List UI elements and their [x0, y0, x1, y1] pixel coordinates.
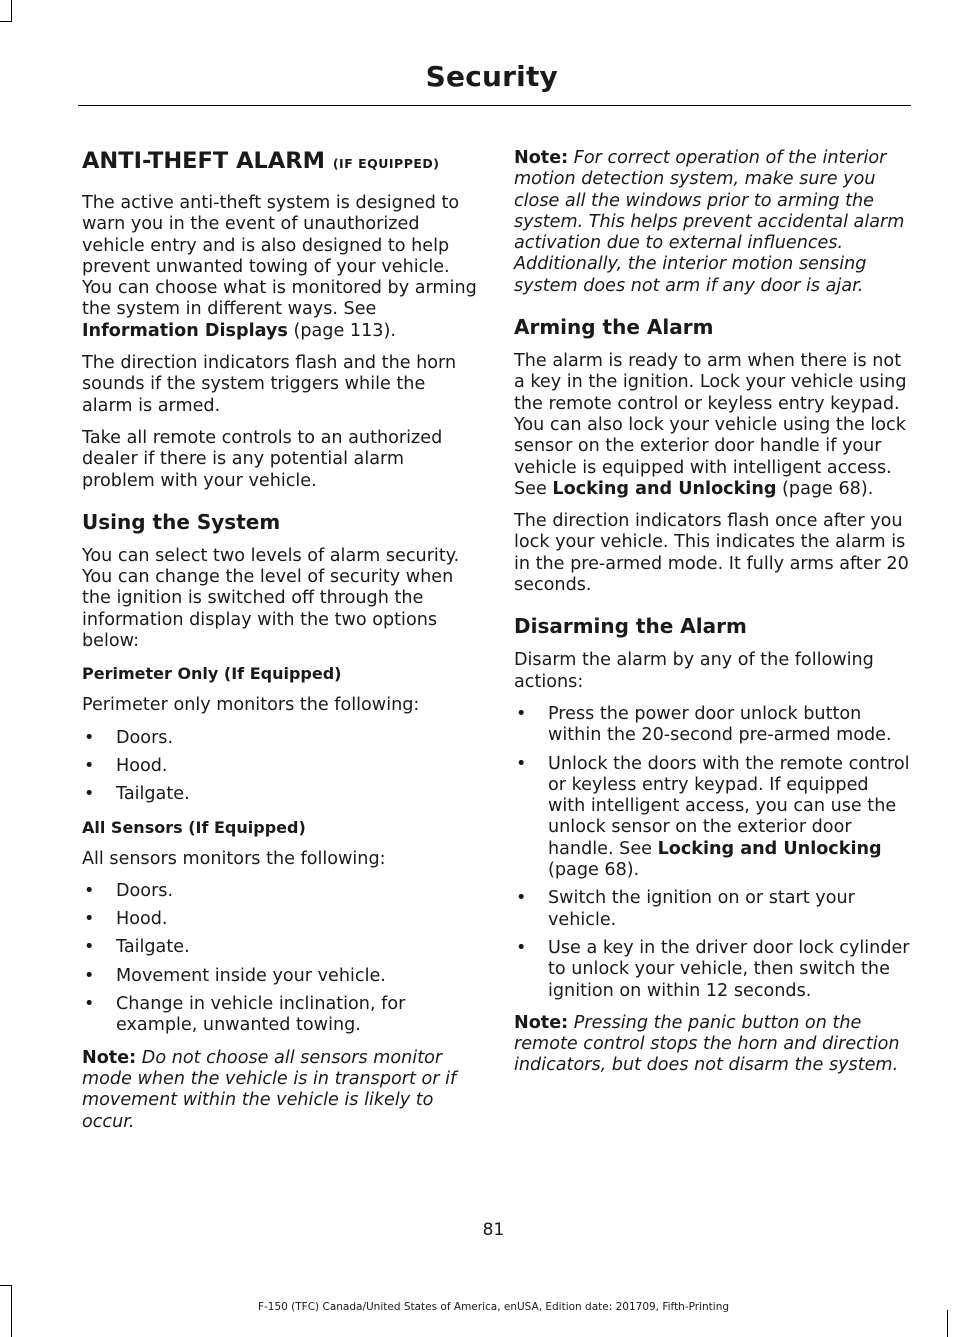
list-item: • Press the power door unlock button within the 20-second pre-armed mode. [514, 704, 910, 747]
crop-mark [947, 1310, 948, 1337]
list-item: • Doors. [82, 728, 477, 749]
disarming-heading: Disarming the Alarm [514, 614, 747, 639]
arming-heading: Arming the Alarm [514, 315, 714, 340]
page-number: 81 [482, 1220, 505, 1240]
list-item: • Hood. [82, 756, 477, 777]
using-system-heading: Using the System [82, 509, 281, 534]
edition-footer: F-150 (TFC) Canada/United States of America, enUSA, Edition date: 201709, Fifth-Printing [257, 1301, 730, 1313]
list-item: • Tailgate. [82, 937, 477, 958]
all-sensors-paragraph: All sensors monitors the following: [82, 848, 386, 869]
list-item: • Switch the ignition on or start your vehicle. [514, 888, 910, 931]
note-motion-detection: Note: For correct operation of the interior motion detection system, make sure you close all the windows prior to arming the system. This helps prevent accidental alarm activation due to external influences. Additionally, the interior motion sensing system does not arm if any door is ajar. [514, 148, 905, 296]
heading-suffix: (IF EQUIPPED) [332, 156, 440, 171]
heading-main: ANTI-THEFT ALARM [82, 148, 325, 174]
perimeter-list [82, 728, 477, 806]
using-system-paragraph: You can select two levels of alarm security. You can change the level of security when the ignition is switched off through the information display with the two options below: [82, 545, 460, 652]
disarming-list [514, 704, 910, 1002]
page-heading [82, 148, 477, 177]
crop-mark [0, 1285, 12, 1286]
crop-mark [0, 21, 12, 22]
all-sensors-list [82, 881, 477, 1037]
left-column [82, 148, 477, 1144]
header-divider [78, 105, 911, 106]
locking-unlocking-link[interactable]: Locking and Unlocking [552, 478, 777, 499]
all-sensors-heading: All Sensors (If Equipped) [82, 817, 306, 837]
arming-paragraph: The alarm is ready to arm when there is not a key in the ignition. Lock your vehicle using the remote control or keyless entry keypad. You can also lock your vehicle using the lock sensor on the exterior door handle if your vehicle is equipped with intelligent access. See Locking and Unlocking (page 68). [514, 351, 907, 499]
section-title: Security [425, 60, 558, 93]
perimeter-heading: Perimeter Only (If Equipped) [82, 664, 342, 684]
crop-mark [11, 0, 12, 22]
right-column [514, 148, 910, 1088]
information-displays-link[interactable]: Information Displays [82, 320, 288, 341]
list-item: • Change in vehicle inclination, for example, unwanted towing. [82, 994, 477, 1037]
list-item: • Movement inside your vehicle. [82, 966, 477, 987]
list-item: • Tailgate. [82, 784, 477, 805]
perimeter-paragraph: Perimeter only monitors the following: [82, 695, 420, 716]
dealer-paragraph: Take all remote controls to an authorized dealer if there is any potential alarm problem with your vehicle. [82, 427, 443, 491]
list-item: • Use a key in the driver door lock cylinder to unlock your vehicle, then switch the ignition on within 12 seconds. [514, 938, 910, 1002]
note-panic-button: Note: Pressing the panic button on the remote control stops the horn and direction indicators, but does not disarm the system. [514, 1012, 900, 1076]
list-item: • Doors. [82, 881, 477, 902]
disarming-paragraph: Disarm the alarm by any of the following actions: [514, 650, 874, 692]
horn-paragraph: The direction indicators flash and the horn sounds if the system triggers while the alarm is armed. [82, 353, 457, 416]
list-item: • Unlock the doors with the remote control or keyless entry keypad. If equipped with intelligent access, you can use the unlock sensor on the exterior door handle. See Locking and Unlocking (page 68). [514, 754, 910, 882]
note-all-sensors: Note: Do not choose all sensors monitor mode when the vehicle is in transport or if movement within the vehicle is likely to occur. [82, 1047, 457, 1132]
locking-unlocking-link[interactable]: Locking and Unlocking [657, 838, 882, 859]
intro-paragraph: The active anti-theft system is designed to warn you in the event of unauthorized vehicle entry and is also designed to help prevent unwanted towing of your vehicle. You can choose what is monitored by arming the system in different ways. See Information Displays (page 113). [82, 193, 477, 341]
list-item: • Hood. [82, 909, 477, 930]
arming-paragraph-2: The direction indicators flash once after you lock your vehicle. This indicates the alarm is in the pre-armed mode. It fully arms after 20 seconds. [514, 511, 909, 596]
